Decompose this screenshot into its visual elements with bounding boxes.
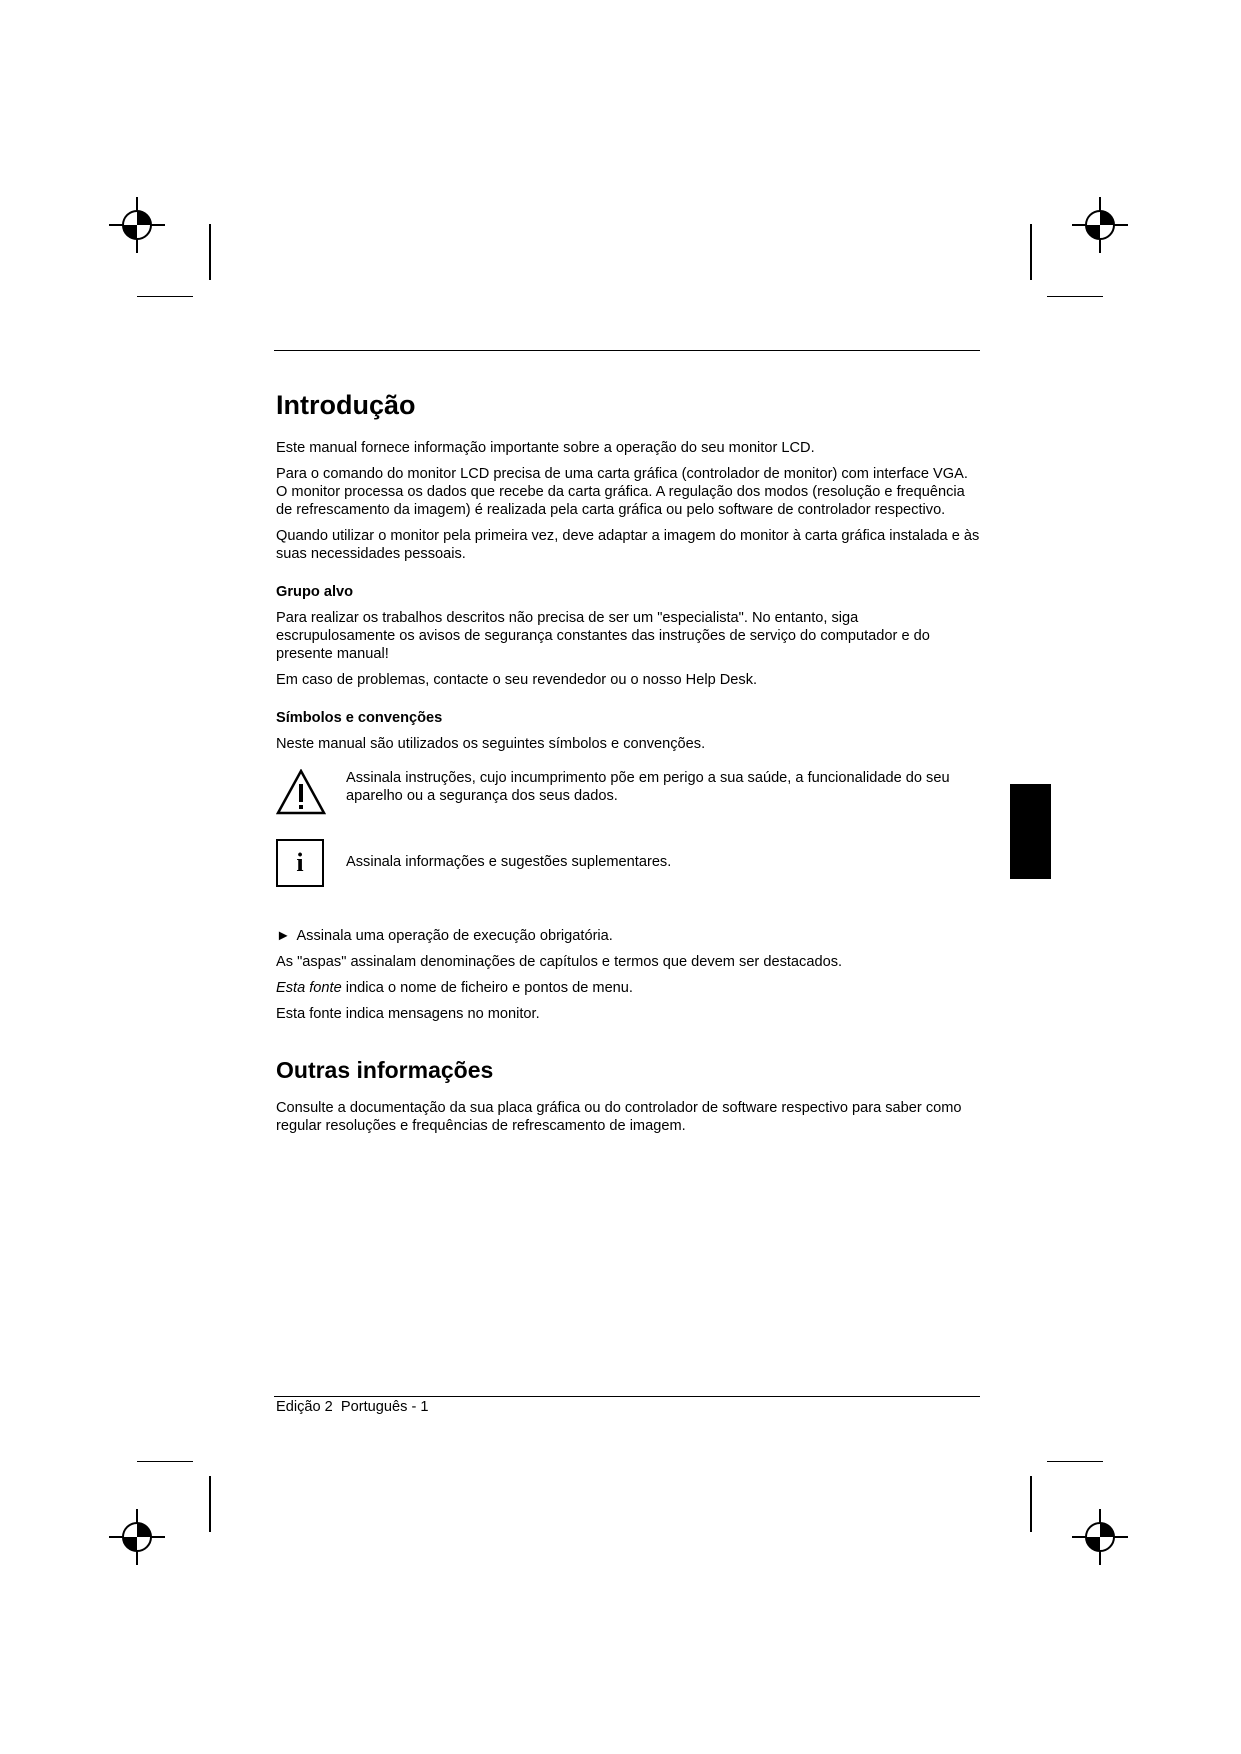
crop-mark	[1030, 224, 1032, 280]
footer-page-number: Português - 1	[340, 1399, 429, 1415]
warning-triangle-icon	[276, 769, 326, 815]
intro-paragraph: Para o comando do monitor LCD precisa de uma carta gráfica (controlador de monitor) com interface VGA. O monitor processa os dados que recebe da carta gráfica. A regulação dos modos (resolução e frequência de refrescamento da imagem) é realizada pela carta gráfica ou pelo software de controlador respectivo.	[276, 466, 968, 518]
crop-mark	[137, 1461, 193, 1462]
crop-mark	[1030, 1476, 1032, 1532]
crop-mark	[137, 296, 193, 297]
step-convention	[276, 927, 980, 945]
info-symbol-row	[276, 837, 980, 907]
target-group-paragraph: Para realizar os trabalhos descritos não precisa de ser um "especialista". No entanto, siga escrupulosamente os avisos de segurança constantes das instruções de serviço do computador e do presente manual!	[276, 610, 930, 662]
intro-paragraph: Quando utilizar o monitor pela primeira vez, deve adaptar a imagem do monitor à carta gráfica instalada e às suas necessidades pessoais.	[276, 528, 980, 562]
registration-mark-icon	[107, 195, 167, 255]
warning-symbol-row	[276, 769, 980, 829]
symbols-intro: Neste manual são utilizados os seguintes símbolos e convenções.	[276, 736, 706, 752]
registration-mark-icon	[107, 1507, 167, 1567]
italic-description: indica o nome de ficheiro e pontos de menu.	[341, 980, 633, 996]
footer-edition: Edição 2	[276, 1399, 333, 1415]
header-rule	[274, 350, 980, 351]
section-title-more-info: Outras informações	[276, 1057, 494, 1083]
info-icon: i	[276, 839, 324, 887]
italic-sample: Esta fonte	[276, 980, 342, 996]
arrow-icon: ►	[276, 928, 291, 944]
page-content	[276, 388, 980, 1143]
crop-mark	[209, 224, 211, 280]
crop-mark	[209, 1476, 211, 1532]
target-group-paragraph: Em caso de problemas, contacte o seu revendedor ou o nosso Help Desk.	[276, 672, 758, 688]
crop-mark	[1047, 1461, 1103, 1462]
page-footer	[276, 1398, 429, 1416]
italic-convention	[276, 979, 980, 997]
section-heading-target-group: Grupo alvo	[276, 584, 354, 600]
registration-mark-icon	[1070, 1507, 1130, 1567]
monitor-convention: Esta fonte indica mensagens no monitor.	[276, 1006, 540, 1022]
registration-mark-icon	[1070, 195, 1130, 255]
intro-paragraph: Este manual fornece informação importante sobre a operação do seu monitor LCD.	[276, 440, 815, 456]
info-description: Assinala informações e sugestões suplementares.	[346, 854, 672, 870]
quotes-convention: As "aspas" assinalam denominações de capítulos e termos que devem ser destacados.	[276, 954, 843, 970]
page-title: Introdução	[276, 390, 416, 420]
step-text: Assinala uma operação de execução obrigatória.	[296, 928, 613, 944]
crop-mark	[1047, 296, 1103, 297]
warning-description: Assinala instruções, cujo incumprimento põe em perigo a sua saúde, a funcionalidade do seu aparelho ou a segurança dos seus dados.	[346, 770, 950, 804]
more-info-paragraph: Consulte a documentação da sua placa gráfica ou do controlador de software respectivo para saber como regular resoluções e frequências de refrescamento de imagem.	[276, 1100, 962, 1134]
footer-rule	[274, 1396, 980, 1397]
section-tab-marker	[1010, 784, 1051, 879]
section-heading-symbols: Símbolos e convenções	[276, 710, 443, 726]
